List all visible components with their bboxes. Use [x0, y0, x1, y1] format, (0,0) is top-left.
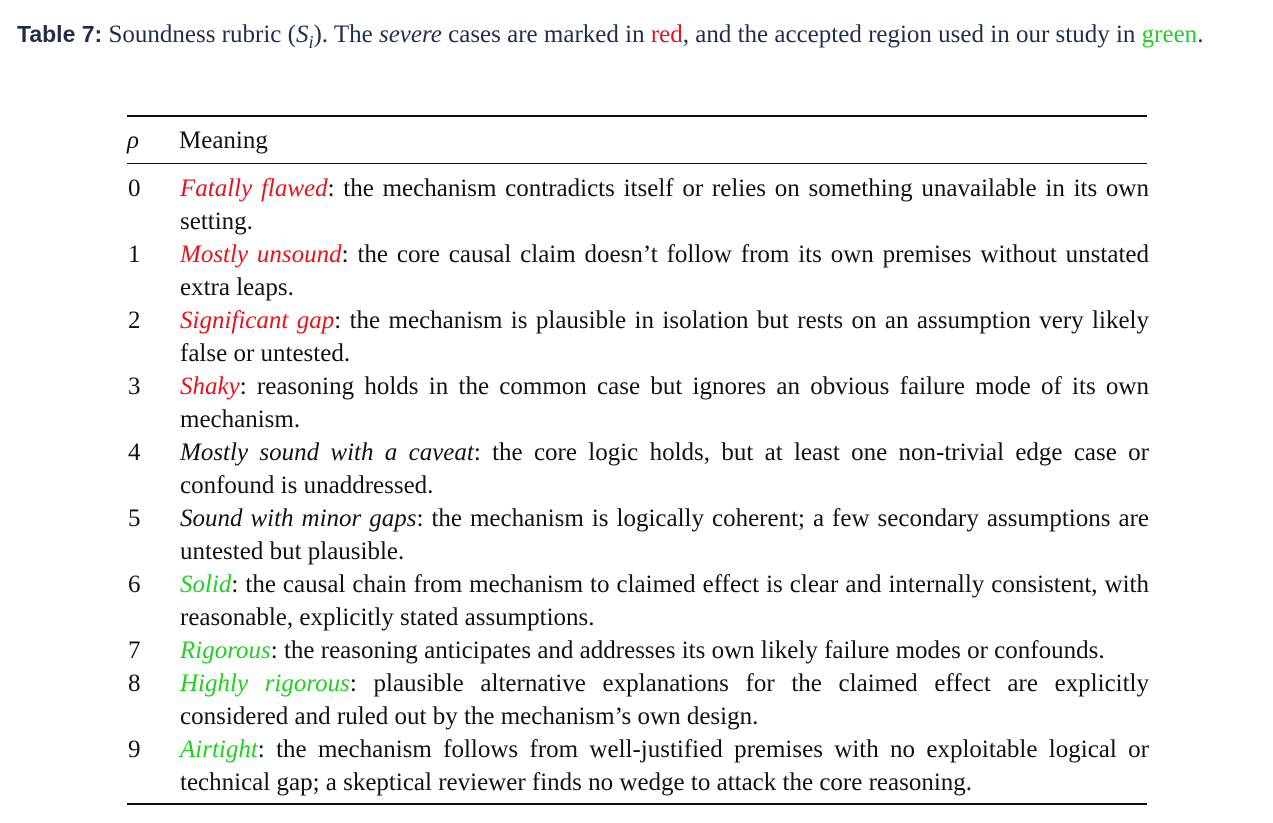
table-header-rule: [127, 163, 1147, 164]
rubric-description: : reasoning holds in the common case but ignores an obvious failure mode of its own mechanism.: [180, 373, 1149, 433]
caption-severe: severe: [378, 21, 442, 48]
rubric-description: : the core causal claim doesn’t follow from its own premises without unstated extra leaps.: [180, 241, 1149, 301]
rubric-level-name: Mostly sound with a caveat: [180, 439, 474, 466]
table-body: [127, 172, 1149, 799]
rubric-level-name: Sound with minor gaps: [180, 505, 417, 532]
rubric-level-name: Airtight: [180, 736, 258, 763]
rubric-score: 8: [128, 670, 141, 697]
rubric-score: 9: [128, 736, 141, 763]
rubric-score: 6: [128, 571, 141, 598]
rubric-level-name: Shaky: [180, 373, 240, 400]
rubric-level-name: Fatally flawed: [180, 175, 328, 202]
table-row: [127, 667, 1149, 733]
table-row: [127, 304, 1149, 370]
rubric-description: : the mechanism is logically coherent; a few secondary assumptions are untested but plausible.: [180, 505, 1149, 565]
rubric-meaning: [180, 172, 1149, 238]
table-row: [127, 634, 1149, 667]
rubric-level-name: Highly rigorous: [180, 670, 350, 697]
caption-label: Table 7:: [17, 21, 103, 47]
caption-green-word: green: [1141, 21, 1198, 48]
rubric-description: : the mechanism contradicts itself or relies on something unavailable in its own setting.: [180, 175, 1149, 235]
table-row: [127, 502, 1149, 568]
caption-math-i: i: [308, 32, 314, 52]
caption-text-b: ). The: [313, 21, 379, 48]
header-rho: ρ: [127, 127, 139, 154]
rubric-level-name: Significant gap: [180, 307, 335, 334]
rubric-description: : the core logic holds, but at least one non-trivial edge case or confound is unaddressed.: [180, 439, 1149, 499]
rubric-meaning: [180, 568, 1149, 634]
caption-text-e: .: [1197, 21, 1204, 48]
table-row: [127, 238, 1149, 304]
rubric-description: : the mechanism follows from well-justified premises with no exploitable logical or technical gap; a skeptical reviewer finds no wedge to attack the core reasoning.: [180, 736, 1149, 796]
table-row: [127, 370, 1149, 436]
caption-red-word: red: [650, 21, 683, 48]
caption-text-c: cases are marked in: [441, 21, 651, 48]
table-top-rule: [127, 115, 1147, 117]
rubric-score: 1: [128, 241, 141, 268]
rubric-description: : plausible alternative explanations for the claimed effect are explicitly considered and ruled out by the mechanism’s own design.: [180, 670, 1149, 730]
table-caption: [17, 18, 1262, 59]
rubric-description: : the mechanism is plausible in isolation but rests on an assumption very likely false or untested.: [180, 307, 1149, 367]
rubric-level-name: Mostly unsound: [180, 241, 342, 268]
table-row: [127, 733, 1149, 799]
rubric-meaning: [180, 370, 1149, 436]
rubric-level-name: Rigorous: [180, 637, 271, 664]
rubric-score: 5: [128, 505, 141, 532]
rubric-score: 2: [128, 307, 141, 334]
rubric-meaning: [180, 238, 1149, 304]
rubric-score: 4: [128, 439, 141, 466]
rubric-meaning: [180, 733, 1149, 799]
rubric-description: : the causal chain from mechanism to claimed effect is clear and internally consistent, with reasonable, explicitly stated assumptions.: [180, 571, 1149, 631]
table-row: [127, 568, 1149, 634]
rubric-meaning: [180, 502, 1149, 568]
rubric-score: 7: [128, 637, 141, 664]
rubric-level-name: Solid: [180, 571, 232, 598]
rubric-meaning: [180, 436, 1149, 502]
table-bottom-rule: [127, 803, 1147, 805]
rubric-meaning: [180, 304, 1149, 370]
rubric-score: 0: [128, 175, 141, 202]
rubric-description: : the reasoning anticipates and addresses its own likely failure modes or confounds.: [270, 637, 1105, 664]
rubric-score: 3: [128, 373, 141, 400]
table-row: [127, 436, 1149, 502]
header-meaning: Meaning: [179, 127, 268, 154]
caption-math-s: S: [295, 21, 309, 48]
rubric-meaning: [180, 667, 1149, 733]
rubric-meaning: [180, 634, 1149, 667]
caption-text-d: , and the accepted region used in our study in: [682, 21, 1142, 48]
caption-text-a: Soundness rubric (: [102, 21, 296, 48]
table-row: [127, 172, 1149, 238]
